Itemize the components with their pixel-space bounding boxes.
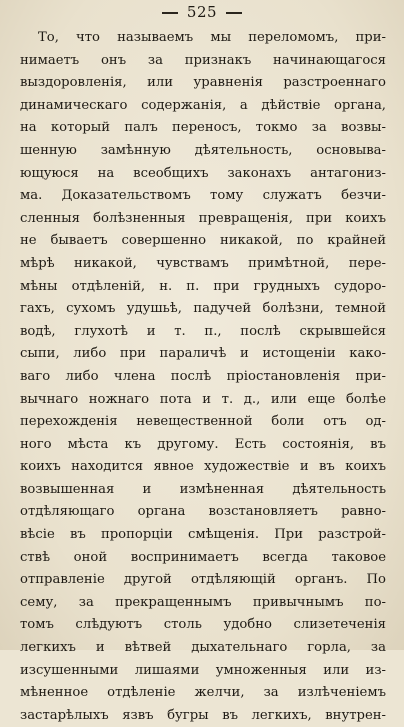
text-line: гахъ, сухомъ удушьѣ, падучей болѣзни, темной	[20, 301, 386, 317]
text-line: ваго либо члена послѣ пріостановленія при-	[20, 368, 386, 384]
text-line: изсушенными лишаями умноженныя или из-	[20, 662, 386, 678]
text-line: вѣсіе въ пропорціи смѣщенія. При разстрой-	[20, 527, 386, 543]
text-line: ствѣ оной воспринимаетъ всегда таковое	[20, 549, 386, 565]
text-line: То, что называемъ мы переломомъ, при-	[38, 30, 386, 45]
text-line: сыпи, либо при параличѣ и истощеніи како-	[20, 346, 386, 362]
text-line: мѣрѣ никакой, чувствамъ примѣтной, пере-	[20, 255, 386, 271]
text-line: мѣны отдѣленій, н. п. при грудныхъ судоро-	[20, 278, 386, 294]
text-line: сленныя болѣзненныя превращенія, при коихъ	[20, 210, 386, 226]
text-line: шенную замѣнную дѣятельность, основыва-	[20, 142, 386, 158]
text-line: ного мѣста къ другому. Есть состоянія, въ	[20, 436, 386, 452]
text-line: томъ слѣдуютъ столь удобно слизетеченія	[20, 617, 386, 633]
text-line: ма. Доказательствомъ тому служатъ безчи-	[20, 188, 386, 204]
page-header	[0, 3, 404, 21]
body-text	[20, 27, 386, 727]
text-line: выздоровленія, или уравненія разстроеннаго	[20, 75, 386, 91]
header-dash-right	[226, 12, 242, 14]
text-line: нимаетъ онъ за признакъ начинающагося	[20, 52, 386, 68]
text-line: отправленіе другой отдѣляющій органъ. По	[20, 572, 386, 588]
text-line: легкихъ и вѣтвей дыхательнаго горла, за	[20, 640, 386, 656]
text-line: не бываетъ совершенно никакой, по крайней	[20, 233, 386, 249]
text-line: коихъ находится явное художествіе и въ коихъ	[20, 459, 386, 475]
text-line: перехожденія невещественной боли отъ од-	[20, 414, 386, 430]
text-line: водѣ, глухотѣ и т. п., послѣ скрывшейся	[20, 323, 386, 339]
text-line: застарѣлыхъ язвъ бугры въ легкихъ, внутрен-	[20, 707, 386, 723]
text-line: на который палъ переносъ, токмо за возвы-	[20, 120, 386, 136]
text-line: отдѣляющаго органа возстановляетъ равно-	[20, 504, 386, 520]
header-dash-left	[162, 12, 178, 14]
text-line: мѣненное отдѣленіе желчи, за излѣченіемъ	[20, 685, 386, 701]
page-number: 525	[186, 3, 218, 21]
text-line: ющуюся на всеобщихъ законахъ антагониз-	[20, 165, 386, 181]
text-line: возвышенная и измѣненная дѣятельность	[20, 481, 386, 497]
text-line: сему, за прекращеннымъ привычнымъ по-	[20, 594, 386, 610]
text-line: динамическаго содержанія, а дѣйствіе органа,	[20, 97, 386, 113]
text-line: вычнаго ножнаго пота и т. д., или еще болѣе	[20, 391, 386, 407]
